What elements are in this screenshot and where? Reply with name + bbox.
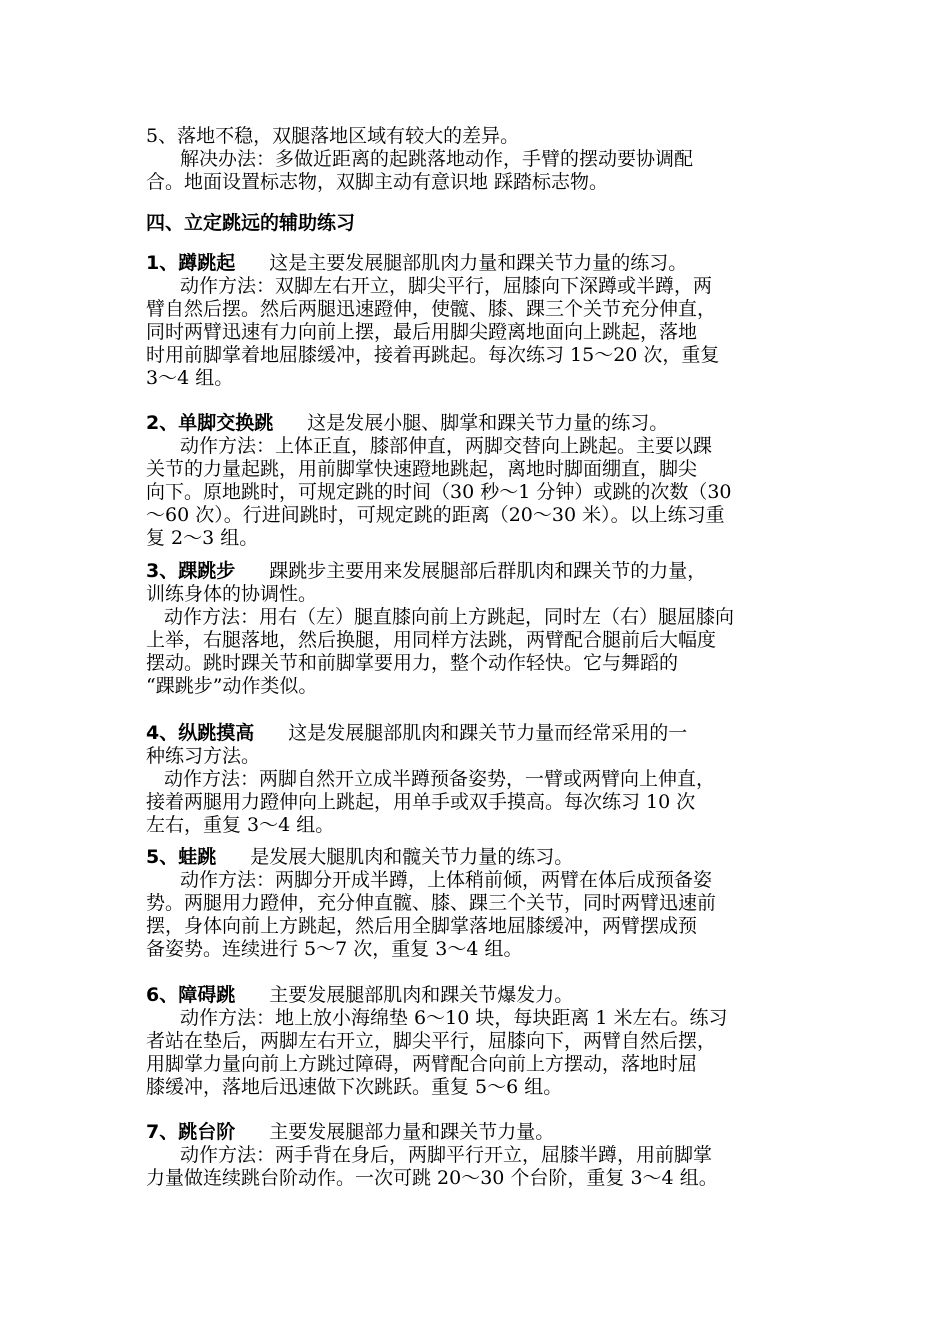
text-line: 动作方法：双脚左右开立，脚尖平行，屈膝向下深蹲或半蹲，两 <box>180 275 713 297</box>
exercise-desc: 主要发展腿部肌肉和踝关节爆发力。 <box>269 984 574 1006</box>
text-line: 5、落地不稳，双腿落地区域有较大的差异。 <box>146 125 520 147</box>
exercise-title: 3、踝跳步 <box>146 560 236 582</box>
text-line: 用脚掌力量向前上方跳过障碍，两臂配合向前上方摆动，落地时屈 <box>146 1053 698 1075</box>
text-line: 时用前脚掌着地屈膝缓冲，接着再跳起。每次练习 15～20 次，重复 <box>146 344 720 366</box>
text-line: 上举，右腿落地，然后换腿，用同样方法跳，两臂配合腿前后大幅度 <box>146 629 717 651</box>
text-line: 摆动。跳时踝关节和前脚掌要用力，整个动作轻快。它与舞蹈的 <box>146 652 679 674</box>
exercise-desc: 这是发展小腿、脚掌和踝关节力量的练习。 <box>307 412 669 434</box>
text-line: ～60 次）。行进间跳时，可规定跳的距离（20～30 米）。以上练习重 <box>146 504 725 526</box>
text-line: 者站在垫后，两脚左右开立，脚尖平行，屈膝向下，两臂自然后摆， <box>146 1030 717 1052</box>
text-line: 动作方法：地上放小海绵垫 6～10 块，每块距离 1 米左右。练习 <box>180 1007 728 1029</box>
text-line: “踝跳步”动作类似。 <box>146 675 318 697</box>
text-line: 力量做连续跳台阶动作。一次可跳 20～30 个台阶，重复 3～4 组。 <box>146 1167 718 1189</box>
text-line: 臂自然后摆。然后两腿迅速蹬伸，使髋、膝、踝三个关节充分伸直， <box>146 298 717 320</box>
exercise-item <box>146 722 786 837</box>
text-line: 动作方法：两手背在身后，两脚平行开立，屈膝半蹲，用前脚掌 <box>180 1144 713 1166</box>
text-line: 摆，身体向前上方跳起，然后用全脚掌落地屈膝缓冲，两臂摆成预 <box>146 915 698 937</box>
text-line: 动作方法：上体正直，膝部伸直，两脚交替向上跳起。主要以踝 <box>180 435 713 457</box>
text-line: 训练身体的协调性。 <box>146 583 318 605</box>
exercise-item <box>146 412 786 550</box>
text-line: 动作方法：两脚分开成半蹲，上体稍前倾，两臂在体后成预备姿 <box>180 869 713 891</box>
exercise-title: 7、跳台阶 <box>146 1121 236 1143</box>
exercise-desc: 踝跳步主要用来发展腿部后群肌肉和踝关节的力量， <box>269 560 707 582</box>
text-line: 向下。原地跳时，可规定跳的时间（30 秒～1 分钟）或跳的次数（30 <box>146 481 732 503</box>
text-line: 接着两腿用力蹬伸向上跳起，用单手或双手摸高。每次练习 10 次 <box>146 791 696 813</box>
exercise-item <box>146 846 786 961</box>
exercise-item <box>146 984 786 1099</box>
exercise-desc: 这是主要发展腿部肌肉力量和踝关节力量的练习。 <box>269 252 688 274</box>
text-line: 动作方法：两脚自然开立成半蹲预备姿势，一臂或两臂向上伸直， <box>164 768 716 790</box>
text-line: 复 2～3 组。 <box>146 527 259 549</box>
section-heading: 四、立定跳远的辅助练习 <box>146 212 356 234</box>
text-line: 同时两臂迅速有力向前上摆，最后用脚尖蹬离地面向上跳起，落地 <box>146 321 698 343</box>
prev-section <box>146 125 786 194</box>
exercise-desc: 是发展大腿肌肉和髋关节力量的练习。 <box>250 846 574 868</box>
exercise-title: 4、纵跳摸高 <box>146 722 255 744</box>
exercise-desc: 这是发展腿部肌肉和踝关节力量而经常采用的一 <box>288 722 688 744</box>
exercise-item <box>146 252 786 390</box>
text-line: 种练习方法。 <box>146 745 261 767</box>
exercise-item <box>146 1121 786 1190</box>
exercise-title: 5、蛙跳 <box>146 846 217 868</box>
exercise-title: 2、单脚交换跳 <box>146 412 274 434</box>
text-line: 解决办法：多做近距离的起跳落地动作，手臂的摆动要协调配 <box>180 148 694 170</box>
exercise-title: 6、障碍跳 <box>146 984 236 1006</box>
exercise-title: 1、蹲跳起 <box>146 252 236 274</box>
text-line: 合。地面设置标志物，双脚主动有意识地 踩踏标志物。 <box>146 171 609 193</box>
text-line: 势。两腿用力蹬伸，充分伸直髋、膝、踝三个关节，同时两臂迅速前 <box>146 892 717 914</box>
exercise-item <box>146 560 786 698</box>
text-line: 关节的力量起跳，用前脚掌快速蹬地跳起，离地时脚面绷直，脚尖 <box>146 458 698 480</box>
text-line: 左右，重复 3～4 组。 <box>146 814 335 836</box>
text-line: 膝缓冲，落地后迅速做下次跳跃。重复 5～6 组。 <box>146 1076 563 1098</box>
text-line: 备姿势。连续进行 5～7 次，重复 3～4 组。 <box>146 938 523 960</box>
text-line: 3～4 组。 <box>146 367 234 389</box>
exercise-desc: 主要发展腿部力量和踝关节力量。 <box>269 1121 555 1143</box>
text-line: 动作方法：用右（左）腿直膝向前上方跳起，同时左（右）腿屈膝向 <box>164 606 735 628</box>
